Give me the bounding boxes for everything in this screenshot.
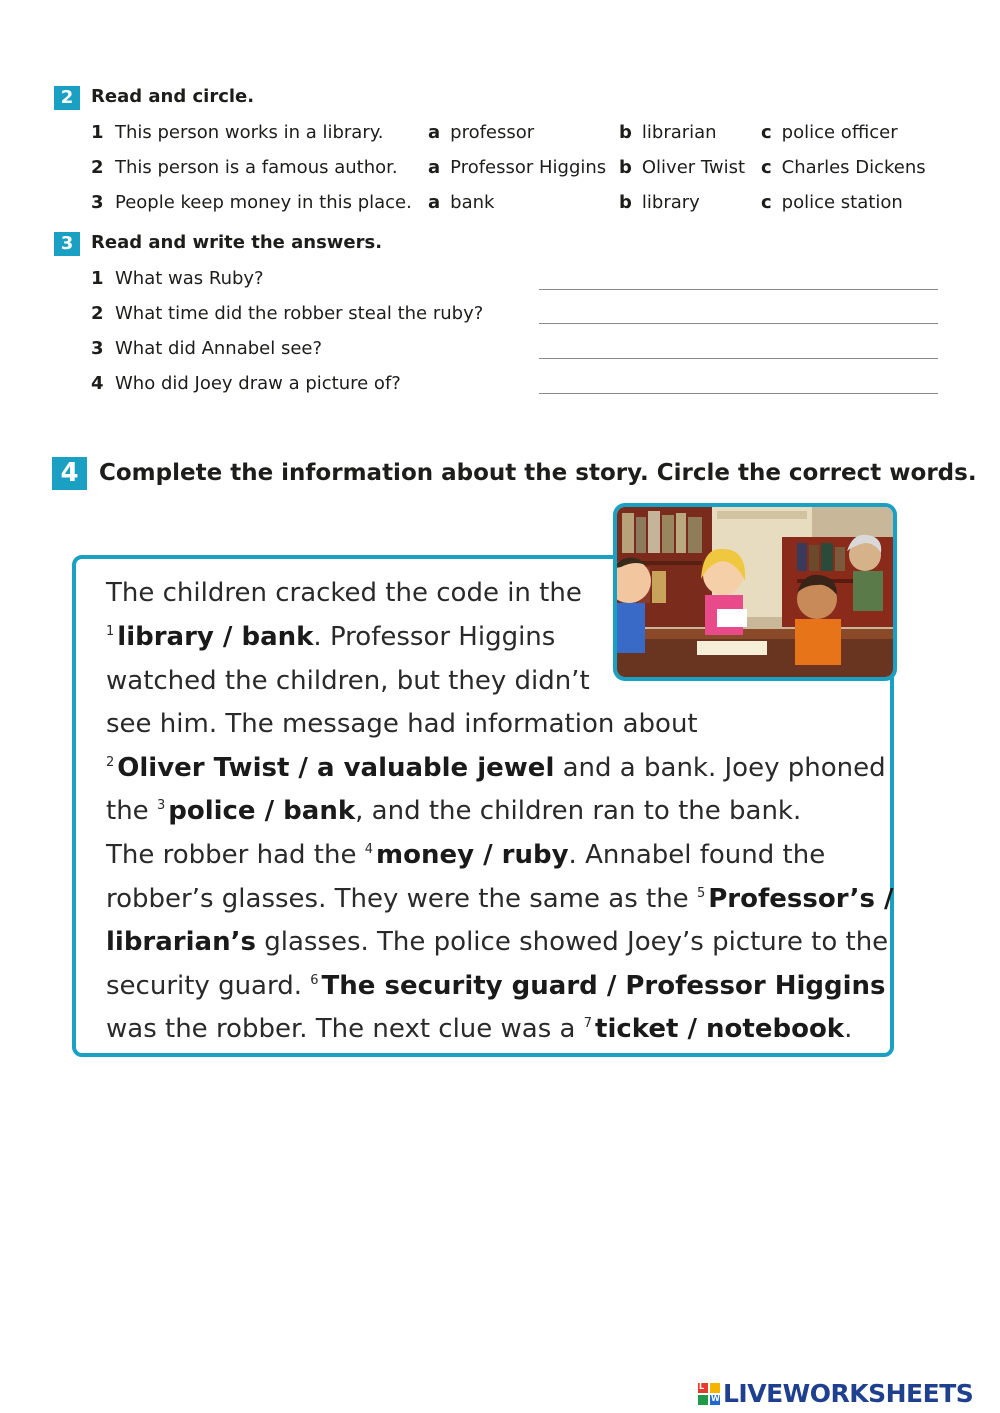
- circle-question-3: 3 People keep money in this place. a bank b library c police station: [91, 192, 903, 213]
- answer-line-1[interactable]: [539, 289, 938, 290]
- write-question-3: 3 What did Annabel see?: [91, 338, 323, 359]
- option-a[interactable]: a Professor Higgins: [428, 157, 607, 178]
- answer-line-2[interactable]: [539, 323, 938, 324]
- story-line-8: robber’s glasses. They were the same as the $^5$ Professor’s /: [106, 884, 894, 914]
- choice-1[interactable]: library / bank: [117, 622, 314, 652]
- brand-text: LIVEWORKSHEETS: [723, 1379, 974, 1408]
- section-2-badge: 2: [54, 86, 80, 110]
- section-3-badge: 3: [54, 232, 80, 256]
- answer-line-4[interactable]: [539, 393, 938, 394]
- choice-2[interactable]: Oliver Twist / a valuable jewel: [117, 753, 555, 783]
- choice-3[interactable]: police / bank: [168, 796, 356, 826]
- choice-6[interactable]: The security guard / Professor Higgins: [321, 971, 886, 1001]
- choice-5b[interactable]: librarian’s: [106, 927, 256, 957]
- story-line-3: watched the children, but they didn’t: [106, 666, 590, 696]
- children-in-library-picture: [617, 507, 893, 677]
- liveworksheets-logo: L W: [699, 1382, 720, 1403]
- circle-question-2: 2 This person is a famous author. a Professor Higgins b Oliver Twist c Charles Dickens: [91, 157, 926, 178]
- story-line-7: The robber had the $^4$ money / ruby. Annabel found the: [106, 840, 826, 870]
- option-c[interactable]: c police station: [761, 192, 903, 213]
- option-b[interactable]: b library: [619, 192, 700, 213]
- choice-5a[interactable]: Professor’s /: [708, 884, 894, 914]
- section-2-title: Read and circle.: [91, 86, 255, 107]
- choice-4[interactable]: money / ruby: [376, 840, 569, 870]
- section-4-badge: 4: [52, 457, 87, 490]
- choice-7[interactable]: ticket / notebook: [595, 1014, 845, 1044]
- liveworksheets-brand: [698, 1379, 973, 1408]
- story-line-10: security guard. $^6$ The security guard / Professor Higgins: [106, 971, 886, 1001]
- option-b[interactable]: b librarian: [619, 122, 717, 143]
- option-c[interactable]: c police officer: [761, 122, 898, 143]
- story-line-5: $^2$ Oliver Twist / a valuable jewel and a bank. Joey phoned: [106, 753, 886, 783]
- story-line-9: librarian’s glasses. The police showed Joey’s picture to the: [106, 927, 889, 957]
- write-question-4: 4 Who did Joey draw a picture of?: [91, 373, 401, 394]
- answer-line-3[interactable]: [539, 358, 938, 359]
- story-line-6: the $^3$ police / bank, and the children ran to the bank.: [106, 796, 802, 826]
- library-illustration: [613, 503, 897, 681]
- option-b[interactable]: b Oliver Twist: [619, 157, 746, 178]
- story-line-11: was the robber. The next clue was a $^7$ ticket / notebook.: [106, 1014, 853, 1044]
- option-a[interactable]: a professor: [428, 122, 535, 143]
- section-4-title: Complete the information about the story. Circle the correct words.: [99, 460, 977, 486]
- story-line-2: $^1$ library / bank. Professor Higgins: [106, 622, 556, 652]
- circle-question-1: 1 This person works in a library. a professor b librarian c police officer: [91, 122, 898, 143]
- story-line-4: see him. The message had information about: [106, 709, 698, 739]
- option-c[interactable]: c Charles Dickens: [761, 157, 926, 178]
- write-question-2: 2 What time did the robber steal the ruby?: [91, 303, 484, 324]
- section-3-title: Read and write the answers.: [91, 232, 383, 253]
- write-question-1: 1 What was Ruby?: [91, 268, 264, 289]
- story-line-1: The children cracked the code in the: [106, 578, 582, 608]
- option-a[interactable]: a bank: [428, 192, 495, 213]
